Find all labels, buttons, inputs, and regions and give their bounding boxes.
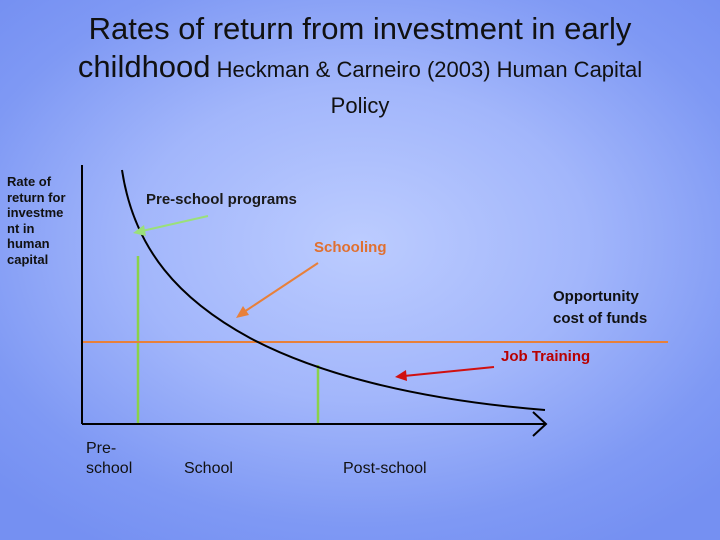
opportunity-cost-text: Opportunity cost of funds	[553, 288, 648, 327]
schooling-arrowhead	[236, 306, 249, 318]
y-axis-label: Rate of return for investme nt in human capital	[7, 174, 66, 267]
job-training-arrowhead	[395, 370, 407, 381]
title-line-2-citation: Heckman & Carneiro (2003) Human Capital	[210, 57, 643, 82]
schooling-label: Schooling	[314, 239, 387, 256]
job-training-label: Job Training	[501, 348, 591, 365]
title-line-3: Policy	[330, 93, 390, 118]
title-line-1: Rates of return from investment in early	[88, 11, 632, 46]
job-training-arrow	[404, 367, 494, 376]
x-label-post-school: Post-school	[343, 460, 427, 477]
x-label-preschool: Pre-school	[86, 440, 133, 477]
title-line-2-large: childhood	[77, 49, 211, 84]
preschool-arrow	[142, 216, 208, 231]
schooling-arrow	[244, 263, 318, 312]
x-label-school: School	[184, 460, 233, 477]
preschool-arrowhead	[133, 225, 146, 236]
preschool-programs-label: Pre-school programs	[146, 191, 297, 208]
opportunity-cost-label	[553, 286, 673, 330]
